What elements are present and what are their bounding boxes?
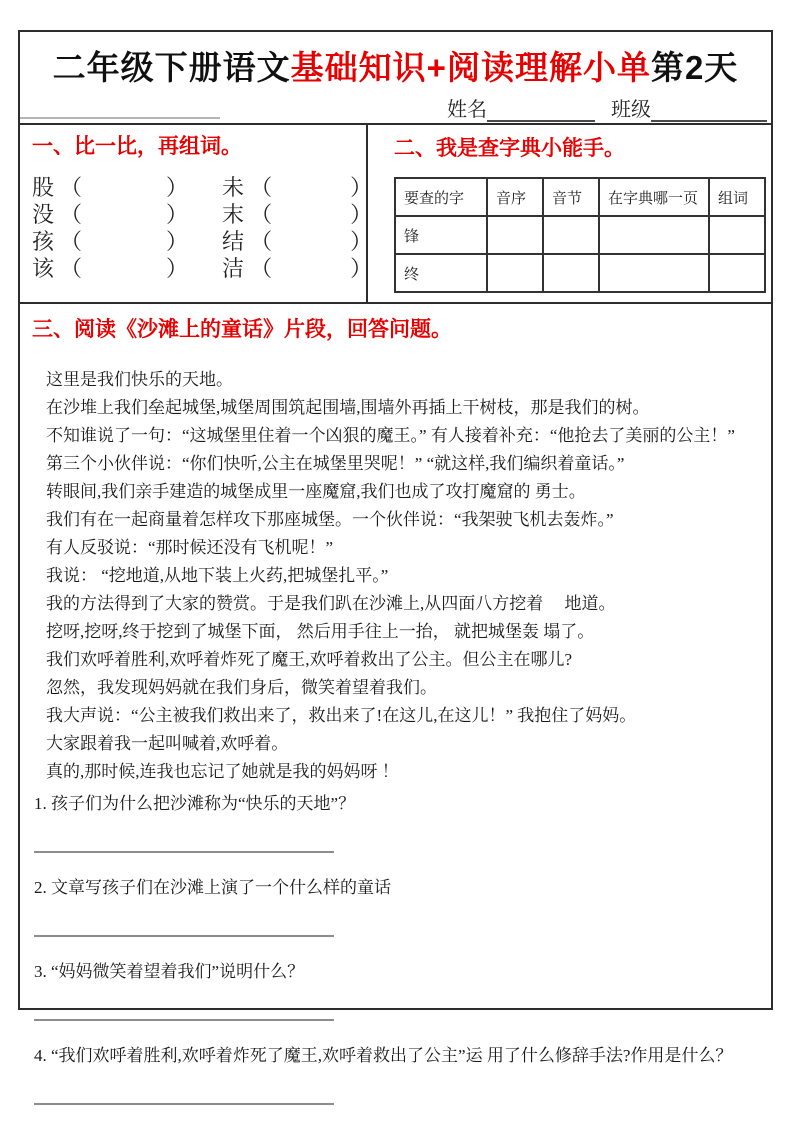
cell-zuci: [709, 254, 765, 292]
question-text: 2. 文章写孩子们在沙滩上演了一个什么样的童话: [34, 878, 391, 897]
section-reading: [20, 304, 771, 1105]
col-header-yinxu: 音序: [487, 178, 543, 216]
answer-blank-line: [34, 1100, 334, 1105]
name-blank-line: [487, 100, 595, 122]
name-label: 姓名: [447, 99, 487, 121]
table-header-row: [395, 178, 765, 216]
table-row: [395, 216, 765, 254]
exercise-band: [20, 125, 771, 304]
class-blank-line: [651, 100, 767, 122]
passage-line: 我说： “挖地道,从地下装上火药,把城堡扎平。”: [46, 566, 389, 585]
section2-heading: 二、我是查字典小能手。: [394, 137, 625, 160]
close-paren: ）: [166, 175, 189, 200]
passage-line: 第三个小伙伴说：“你们快听,公主在城堡里哭呢！” “就这样,我们编织着童话。”: [46, 454, 625, 473]
close-paren: ）: [166, 256, 189, 281]
passage-line: 忽然，我发现妈妈就在我们身后，微笑着望着我们。: [46, 678, 437, 697]
answer-blank-line: [34, 848, 334, 853]
char-left: 没: [32, 202, 55, 227]
open-paren: （: [60, 256, 83, 281]
cell-yinxu: [487, 254, 543, 292]
cell-page: [599, 254, 709, 292]
cell-char: 终: [395, 254, 487, 292]
class-label: 班级: [611, 99, 651, 121]
title-part2: 基础知识+阅读理解小单: [290, 49, 651, 86]
passage-line: 转眼间,我们亲手建造的城堡成里一座魔窟,我们也成了攻打魔窟的 勇士。: [46, 482, 586, 501]
passage-line: 真的,那时候,连我也忘记了她就是我的妈妈呀 ！: [46, 762, 399, 781]
question-block: [34, 874, 761, 937]
col-header-yinjie: 音节: [543, 178, 599, 216]
close-paren: ）: [350, 256, 373, 281]
question-text: 4. “我们欢呼着胜利,欢呼着炸死了魔王,欢呼着救出了公主”运 用了什么修辞手法?作用是什么？: [34, 1046, 733, 1065]
passage-line: 这里是我们快乐的天地。: [46, 370, 233, 389]
header: [20, 32, 771, 125]
page-title: [20, 32, 771, 89]
col-header-zuci: 组词: [709, 178, 765, 216]
cell-yinjie: [543, 216, 599, 254]
name-class-row: [447, 93, 767, 122]
reading-passage: [30, 366, 761, 786]
char-right: 未: [222, 175, 245, 200]
open-paren: （: [250, 256, 273, 281]
title-part3: 第2天: [650, 49, 739, 86]
question-list: [30, 790, 761, 1105]
question-block: [34, 790, 761, 853]
compare-row: [32, 228, 373, 255]
answer-blank-line: [34, 1016, 334, 1021]
section1-heading: 一、比一比，再组词。: [32, 135, 242, 158]
title-part1: 二年级下册语文: [52, 49, 291, 86]
compare-row: [32, 174, 373, 201]
question-block: [34, 958, 761, 1021]
open-paren: （: [250, 175, 273, 200]
char-right: 结: [222, 229, 245, 254]
close-paren: ）: [166, 229, 189, 254]
passage-line: 不知谁说了一句：“这城堡里住着一个凶狠的魔王。” 有人接着补充：“他抢去了美丽的公主！”: [46, 426, 735, 445]
passage-line: 有人反驳说：“那时候还没有飞机呢！”: [46, 538, 334, 557]
char-left: 孩: [32, 229, 55, 254]
header-rule: [20, 117, 220, 119]
passage-line: 我们欢呼着胜利,欢呼着炸死了魔王,欢呼着救出了公主。但公主在哪儿?: [46, 650, 573, 669]
question-block: [34, 1042, 761, 1105]
close-paren: ）: [350, 175, 373, 200]
open-paren: （: [60, 175, 83, 200]
table-row: [395, 254, 765, 292]
answer-blank-line: [34, 932, 334, 937]
char-left: 该: [32, 256, 55, 281]
cell-page: [599, 216, 709, 254]
passage-line: 挖呀,挖呀,终于挖到了城堡下面， 然后用手往上一抬， 就把城堡轰 塌了。: [46, 622, 595, 641]
char-right: 末: [222, 202, 245, 227]
char-right: 洁: [222, 256, 245, 281]
passage-line: 大家跟着我一起叫喊着,欢呼着。: [46, 734, 289, 753]
cell-zuci: [709, 216, 765, 254]
passage-line: 我大声说：“公主被我们救出来了，救出来了!在这儿,在这儿！” 我抱住了妈妈。: [46, 706, 637, 725]
compare-row: [32, 255, 373, 282]
section-dictionary: [368, 125, 771, 302]
compare-rows: [32, 174, 373, 282]
passage-line: 我的方法得到了大家的赞赏。于是我们趴在沙滩上,从四面八方挖着 地道。: [46, 594, 616, 613]
cell-yinxu: [487, 216, 543, 254]
char-left: 股: [32, 175, 55, 200]
open-paren: （: [250, 202, 273, 227]
cell-yinjie: [543, 254, 599, 292]
section-compare-words: [20, 125, 373, 302]
open-paren: （: [250, 229, 273, 254]
close-paren: ）: [166, 202, 189, 227]
passage-line: 在沙堆上我们垒起城堡,城堡周围筑起围墙,围墙外再插上干树枝，那是我们的树。: [46, 398, 650, 417]
compare-row: [32, 201, 373, 228]
open-paren: （: [60, 229, 83, 254]
close-paren: ）: [350, 202, 373, 227]
question-text: 3. “妈妈微笑着望着我们”说明什么？: [34, 962, 305, 981]
question-text: 1. 孩子们为什么把沙滩称为“快乐的天地”？: [34, 794, 356, 813]
open-paren: （: [60, 202, 83, 227]
passage-line: 我们有在一起商量着怎样攻下那座城堡。一个伙伴说：“我架驶飞机去轰炸。”: [46, 510, 614, 529]
close-paren: ）: [350, 229, 373, 254]
cell-char: 锋: [395, 216, 487, 254]
section3-heading: 三、阅读《沙滩上的童话》片段，回答问题。: [32, 318, 452, 341]
col-header-char: 要查的字: [395, 178, 487, 216]
worksheet-sheet: [18, 30, 773, 1065]
dictionary-table: [394, 177, 766, 293]
col-header-page: 在字典哪一页: [599, 178, 709, 216]
